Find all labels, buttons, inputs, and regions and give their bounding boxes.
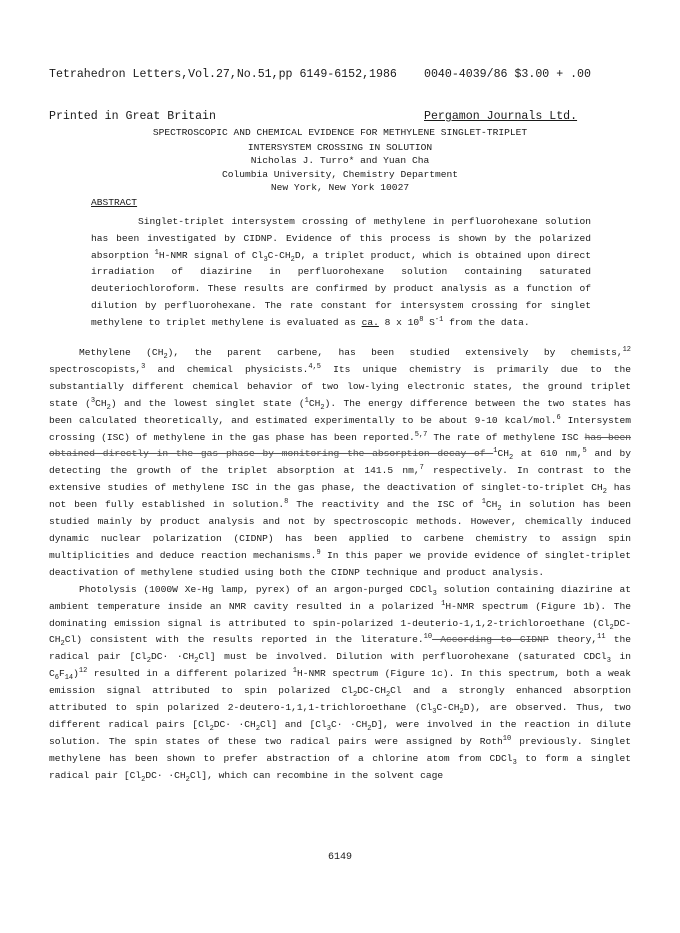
author-block [0, 154, 680, 195]
page-number: 6149 [327, 852, 352, 863]
price-line: 0040-4039/86 $3.00 + .00 [424, 68, 591, 81]
abstract-heading: ABSTRACT [91, 197, 138, 208]
body-paragraph-2: Photolysis (1000W Xe-Hg lamp, pyrex) of an argon-purged CDCl$_3$ solution containing diazirine at ambient temperature inside an NMR cavity resulted in a polarized $^1$H-NMR spectrum (Figure 1b). The dominating emission signal is attributed to spin-polarized 1-deuterio-1,1,2-trichloroethane $(Cl_2DC-CH_2Cl)$ consistent with the results reported in the literature.$^{10}$ According to CIDNP theory,$^{11}$ the radical pair $[Cl_2DC\cdot \cdot CH_2Cl]$ must be involved. Dilution with perfluorohexane (saturated CDCl$_3$ in $C_6F_{14})^{12}$ resulted in a different polarized $^1$H-NMR spectrum (Figure 1c). In this spectrum, both a weak emission signal attributed to spin polarized $Cl_2DC-CH_2Cl$ and a strongly enhanced absorption attributed to spin polarized 2-deutero-1,1,1-trichloroethane $(Cl_3C-CH_2D)$, are observed. Thus, two different radical pairs $[Cl_2DC\cdot \cdot CH_2Cl]$ and $[Cl_3C\cdot \cdot CH_2D]$, were involved in the reaction in dilute solution. The spin states of these two radical pairs were assigned by Roth$^{10}$ previously. Singlet methylene has been shown to prefer abstraction of a chlorine atom from CDCl$_3$ to form a singlet radical pair $[Cl_2DC\cdot \cdot CH_2Cl]$, which can recombine in the solvent cage [49, 583, 632, 784]
article-title [0, 125, 680, 155]
publisher-header [424, 40, 591, 138]
body-paragraph-1: Methylene $(CH_2)$, the parent carbene, has been studied extensively by chemists,$^{12}$ spectroscopists,$^3$ and chemical physicists.$^{4,5}$ Its unique chemistry is primarily due to the substantially different chemical behavior of two low-lying electronic states, the ground triplet state $(^3CH_2)$ and the lowest singlet state $(^1CH_2)$. The energy difference between the two states has been calculated theoretically, and estimated experimentally to be about 9-10 kcal/mol.$^6$ Intersystem crossing (ISC) of methylene in the gas phase has been reported.$^{5,7}$ The rate of methylene ISC has been obtained directly in the gas phase by monitoring the absorption decay of $^1CH_2$ at 610 nm,$^5$ and by detecting the growth of the triplet absorption at 141.5 nm,$^7$ respectively. In contrast to the extensive studies of methylene ISC in the gas phase, the deactivation of singlet-to-triplet $CH_2$ has not been fully established in solution.$^8$ The reactivity and the ISC of $^1CH_2$ in solution has been studied mainly by product analysis and not by spectroscopic methods. However, chemically induced dynamic nuclear polarization (CIDNP) has been applied to carbene chemistry to assign spin multiplicities and deduce reaction mechanisms.$^9$ In this paper we provide evidence of singlet-triplet deactivation of methylene studied using both the CIDNP technique and product analysis. [49, 345, 632, 578]
affiliation-2: New York, New York 10027 [270, 182, 410, 194]
title-line-1: SPECTROSCOPIC AND CHEMICAL EVIDENCE FOR METHYLENE SINGLET-TRIPLET [152, 127, 528, 138]
publisher-line: Pergamon Journals Ltd. [424, 110, 578, 123]
journal-citation: Tetrahedron Letters,Vol.27,No.51,pp 6149-6152,1986 [49, 68, 397, 81]
printed-line: Printed in Great Britain [49, 110, 216, 123]
journal-header [49, 40, 397, 138]
abstract-body [91, 214, 591, 332]
main-text [49, 345, 631, 785]
abstract-paragraph: Singlet-triplet intersystem crossing of methylene in perfluorohexane solution has been investigated by CIDNP. Evidence of this process is shown by the polarized absorption $^1$H-NMR signal of $Cl_3C-CH_2D$, a triplet product, which is obtained upon direct irradiation of diazirine in perfluorohexane solution containing saturated deuteriochloroform. These results are confirmed by product analysis as a function of dilution by perfluorohexane. The rate constant for intersystem crossing for singlet methylene to triplet methylene is evaluated as ca. 8 x $10^8$ $S^{-1}$ from the data. [91, 216, 591, 328]
title-line-2: INTERSYSTEM CROSSING IN SOLUTION [247, 142, 433, 153]
affiliation-1: Columbia University, Chemistry Department [221, 168, 459, 180]
author-names: Nicholas J. Turro* and Yuan Cha [250, 155, 430, 166]
